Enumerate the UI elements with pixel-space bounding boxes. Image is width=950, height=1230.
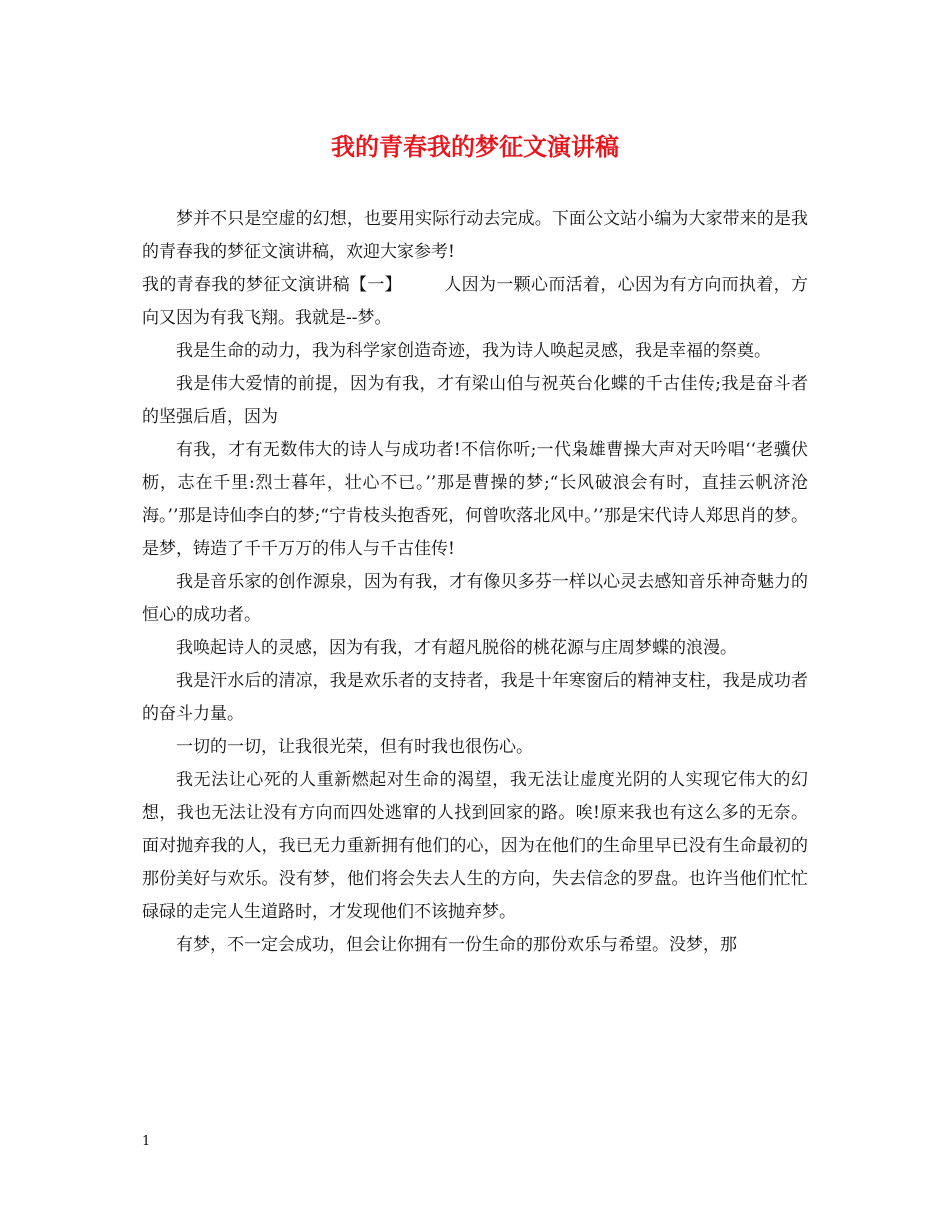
document-body [142, 203, 808, 962]
section-first-text: 人因为一颗心而活着，心因为有方向而执着，方向又因为有我飞翔。我就是--梦。 [142, 275, 808, 328]
document-title: 我的青春我的梦征文演讲稿 [331, 132, 619, 161]
body-paragraph: 我唤起诗人的灵感，因为有我，才有超凡脱俗的桃花源与庄周梦蝶的浪漫。 [176, 638, 737, 658]
section-heading: 我的青春我的梦征文演讲稿【一】 [142, 275, 402, 295]
section-opening-paragraph [142, 269, 808, 335]
body-paragraph: 一切的一切，让我很光荣，但有时我也很伤心。 [176, 737, 533, 757]
body-paragraph: 我无法让心死的人重新燃起对生命的渴望，我无法让虚度光阴的人实现它伟大的幻想，我也无法让没有方向而四处逃窜的人找到回家的路。唉!原来我也有这么多的无奈。面对抛弃我的人，我已无力重新拥有他们的心，因为在他们的生命里早已没有生命最初的那份美好与欢乐。没有梦，他们将会失去人生的方向，失去信念的罗盘。也许当他们忙忙碌碌的走完人生道路时，才发现他们不该抛弃梦。 [142, 770, 808, 922]
page-number: 1 [142, 1134, 151, 1149]
body-paragraph: 有梦，不一定会成功，但会让你拥有一份生命的那份欢乐与希望。没梦，那 [176, 935, 737, 955]
body-paragraph: 我是生命的动力，我为科学家创造奇迹，我为诗人唤起灵感，我是幸福的祭奠。 [176, 341, 771, 361]
intro-paragraph: 梦并不只是空虚的幻想，也要用实际行动去完成。下面公文站小编为大家带来的是我的青春我的梦征文演讲稿，欢迎大家参考! [142, 209, 808, 262]
body-paragraph: 我是音乐家的创作源泉，因为有我，才有像贝多芬一样以心灵去感知音乐神奇魅力的恒心的成功者。 [142, 572, 808, 625]
body-paragraph: 有我，才有无数伟大的诗人与成功者!不信你听;一代枭雄曹操大声对天吟唱‘‘老骥伏枥，志在千里:烈士暮年，壮心不已。’’那是曹操的梦;“长风破浪会有时，直挂云帆济沧海。’’那是诗仙李白的梦;“宁肯枝头抱香死，何曾吹落北风中。’’那是宋代诗人郑思肖的梦。是梦，铸造了千千万万的伟人与千古佳传! [142, 440, 808, 559]
body-paragraph: 我是伟大爱情的前提，因为有我，才有梁山伯与祝英台化蝶的千古佳传;我是奋斗者的坚强后盾，因为 [142, 374, 808, 427]
body-paragraph: 我是汗水后的清凉，我是欢乐者的支持者，我是十年寒窗后的精神支柱，我是成功者的奋斗力量。 [142, 671, 808, 724]
